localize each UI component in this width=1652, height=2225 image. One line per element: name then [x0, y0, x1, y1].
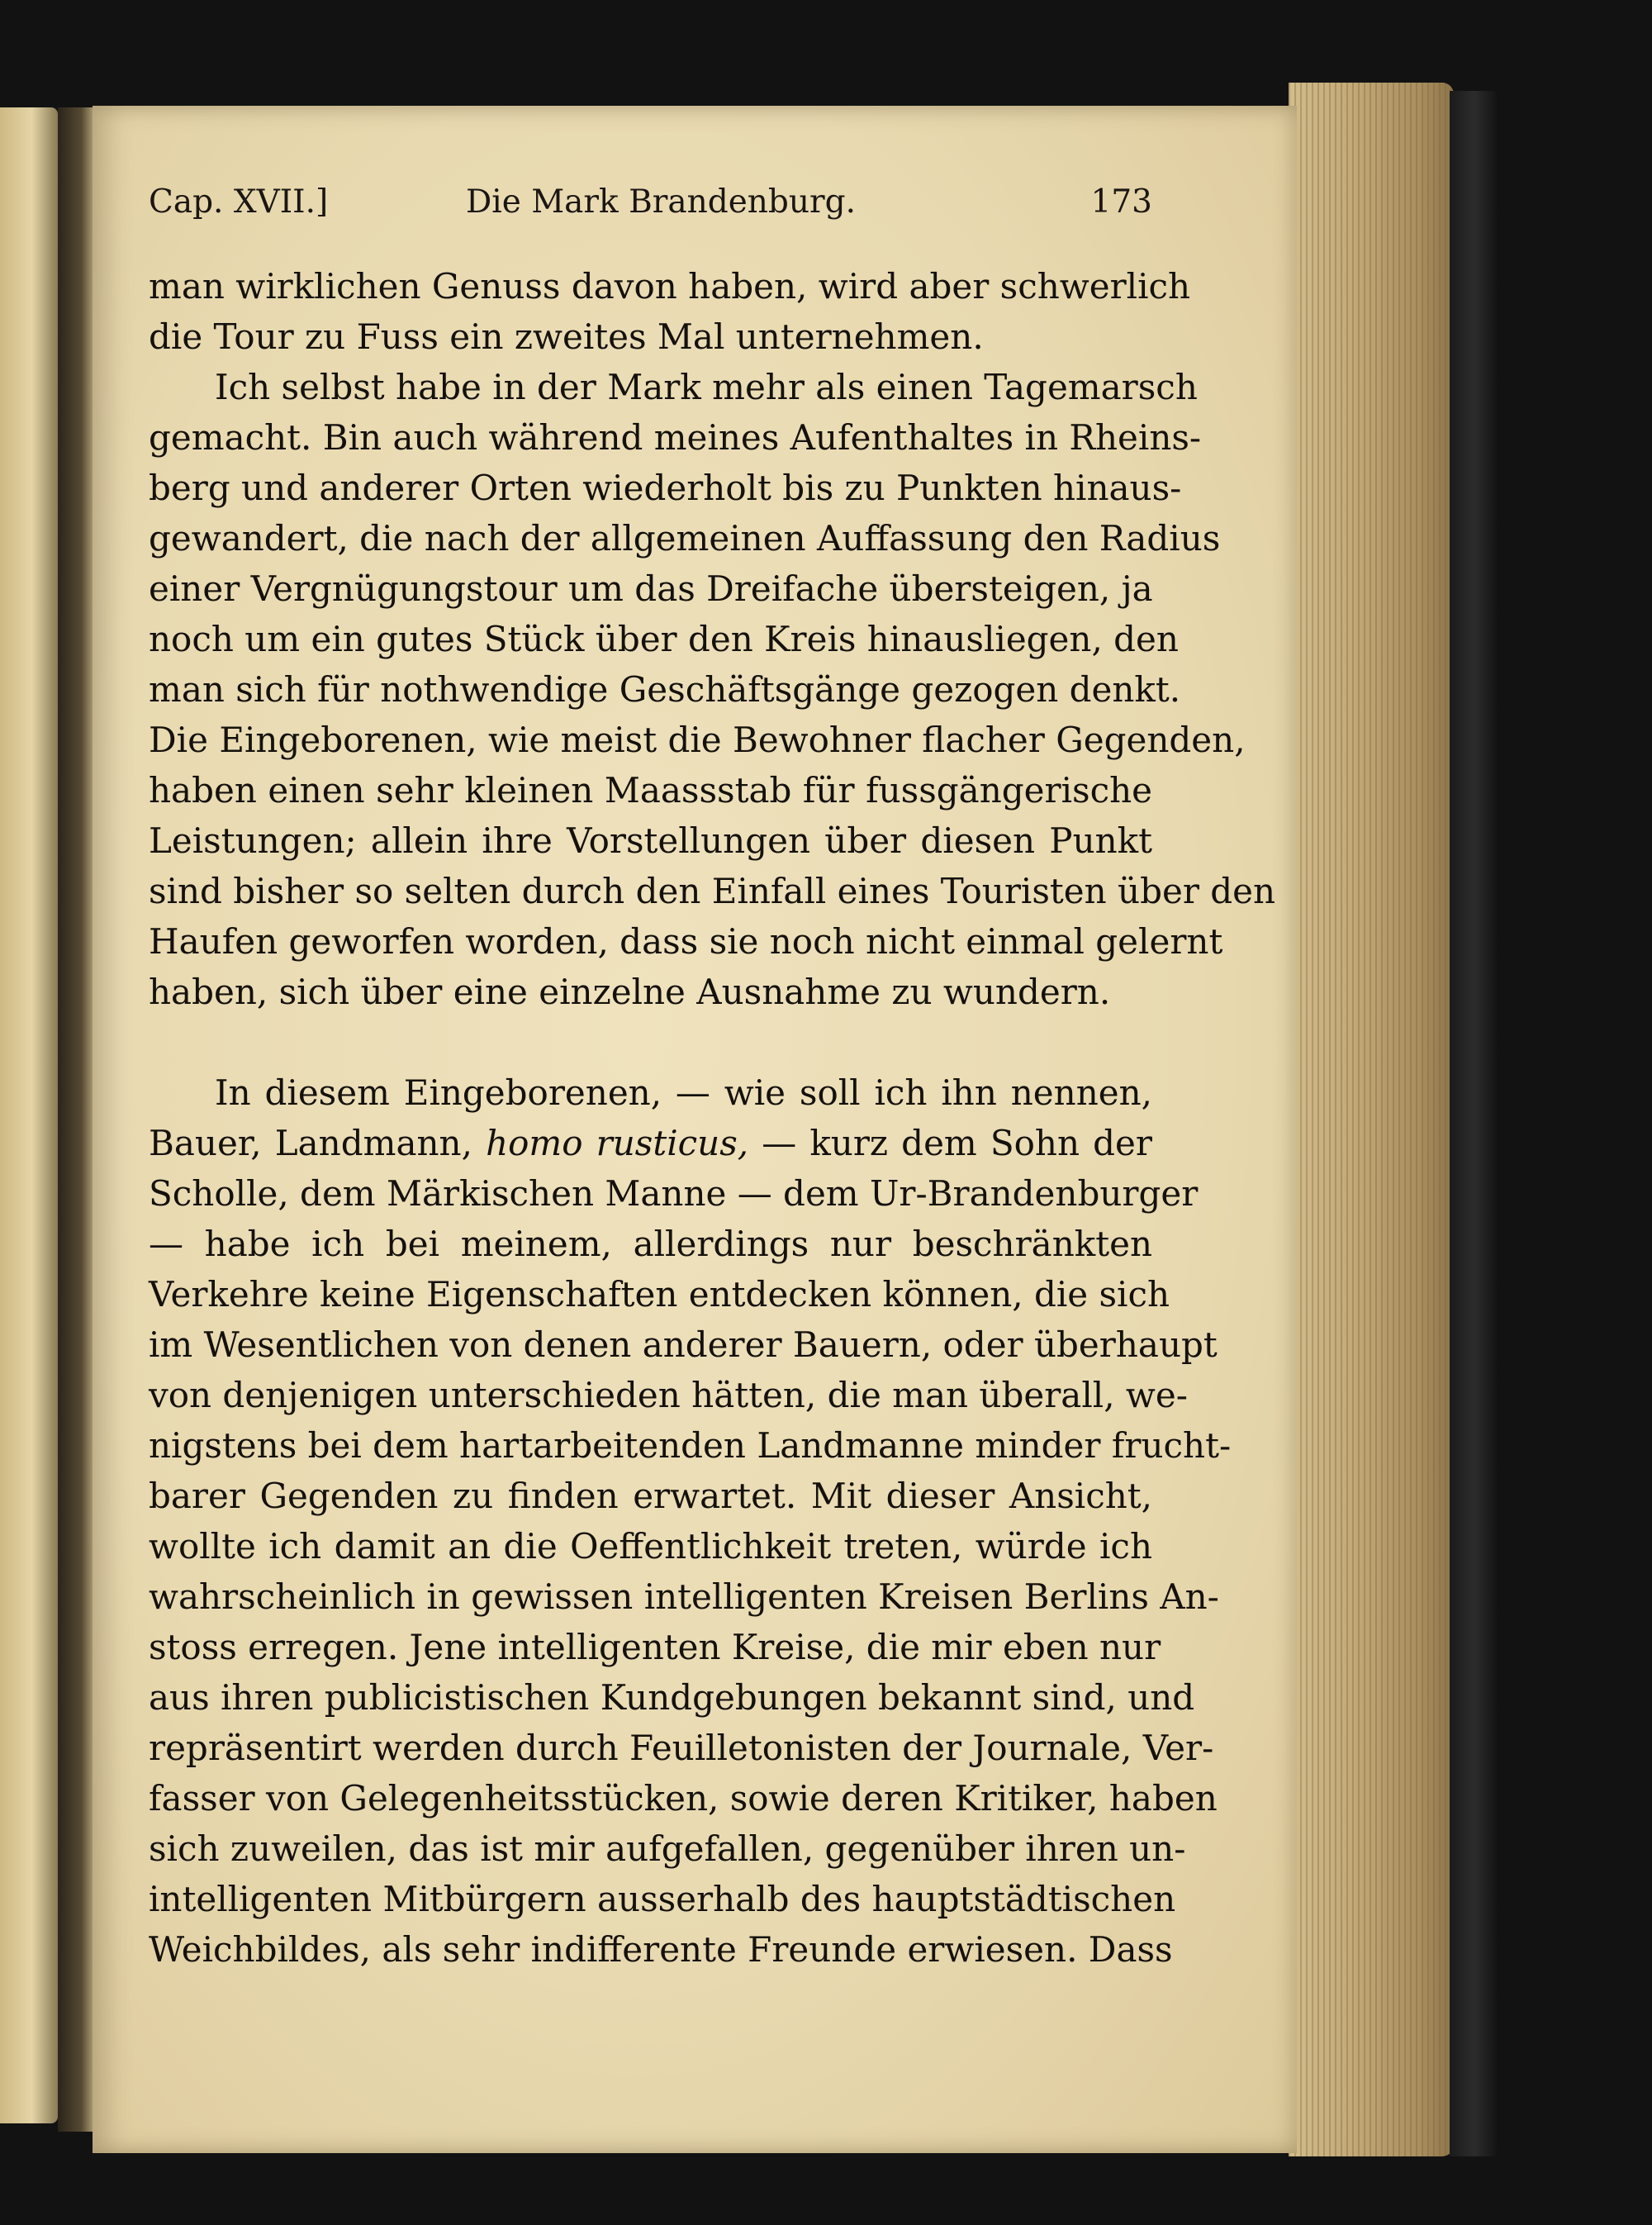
book-cover-edge: [1450, 91, 1499, 2156]
running-title: Die Mark Brandenburg.: [466, 183, 856, 221]
facing-page-edge: [0, 107, 58, 2123]
text-line: Haufen geworfen worden, dass sie noch nicht einmal gelernt: [149, 921, 1223, 962]
text-segment: Bauer, Landmann,: [149, 1123, 487, 1163]
text-line: Scholle, dem Märkischen Manne — dem Ur-Brandenburger: [149, 1173, 1199, 1214]
running-header: [149, 183, 1152, 233]
text-line: nigstens bei dem hartarbeitenden Landmanne minder frucht-: [149, 1425, 1232, 1466]
text-line-with-italic: [149, 1118, 1152, 1168]
text-line: repräsentirt werden durch Feuilletonisten der Journale, Ver-: [149, 1728, 1214, 1768]
text-line: man wirklichen Genuss davon haben, wird aber schwerlich: [149, 266, 1191, 307]
text-line: sich zuweilen, das ist mir aufgefallen, gegenüber ihren un-: [149, 1828, 1186, 1869]
page-block-edges: [1289, 83, 1454, 2156]
text-line: gewandert, die nach der allgemeinen Auffassung den Radius: [149, 518, 1221, 559]
text-line: haben einen sehr kleinen Maassstab für fussgängerische: [149, 770, 1152, 811]
text-line: einer Vergnügungstour um das Dreifache übersteigen, ja: [149, 568, 1153, 609]
text-segment: — kurz dem Sohn der: [748, 1123, 1152, 1163]
latin-term: homo rusticus,: [486, 1123, 749, 1163]
text-line: aus ihren publicistischen Kundgebungen bekannt sind, und: [149, 1677, 1195, 1718]
chapter-reference: Cap. XVII.]: [149, 183, 329, 221]
text-line: stoss erregen. Jene intelligenten Kreise, die mir eben nur: [149, 1627, 1161, 1667]
text-line: wahrscheinlich in gewissen intelligenten Kreisen Berlins An-: [149, 1576, 1219, 1617]
body-text-lower: [149, 1067, 1232, 1975]
text-line: die Tour zu Fuss ein zweites Mal unternehmen.: [149, 316, 984, 357]
text-line: gemacht. Bin auch während meines Aufenthaltes in Rheins-: [149, 417, 1202, 458]
text-line: im Wesentlichen von denen anderer Bauern, oder überhaupt: [149, 1324, 1218, 1365]
text-line: Die Eingeborenen, wie meist die Bewohner flacher Gegenden,: [149, 720, 1246, 760]
text-line: — habe ich bei meinem, allerdings nur beschränkten: [149, 1224, 1152, 1264]
text-line: Verkehre keine Eigenschaften entdecken können, die sich: [149, 1274, 1170, 1315]
text-line: Leistungen; allein ihre Vorstellungen über diesen Punkt: [149, 820, 1152, 861]
text-line: fasser von Gelegenheitsstücken, sowie deren Kritiker, haben: [149, 1778, 1218, 1819]
body-text-upper: [149, 261, 1276, 1017]
text-line: intelligenten Mitbürgern ausserhalb des hauptstädtischen: [149, 1879, 1176, 1919]
text-line: von denjenigen unterschieden hätten, die man überall, we-: [149, 1375, 1188, 1415]
paragraph-first-line: Ich selbst habe in der Mark mehr als einen Tagemarsch: [215, 367, 1198, 407]
text-line: noch um ein gutes Stück über den Kreis hinausliegen, den: [149, 619, 1179, 659]
paragraph-first-line: In diesem Eingeborenen, — wie soll ich ihn nennen,: [215, 1072, 1152, 1113]
text-line: haben, sich über eine einzelne Ausnahme zu wundern.: [149, 972, 1111, 1012]
text-line: wollte ich damit an die Oeffentlichkeit treten, würde ich: [149, 1526, 1152, 1567]
text-line: barer Gegenden zu finden erwartet. Mit dieser Ansicht,: [149, 1476, 1152, 1516]
text-line: berg und anderer Orten wiederholt bis zu Punkten hinaus-: [149, 468, 1182, 508]
book-gutter: [58, 107, 97, 2132]
page-number: 173: [1090, 183, 1152, 221]
text-line: man sich für nothwendige Geschäftsgänge gezogen denkt.: [149, 669, 1181, 710]
text-line: sind bisher so selten durch den Einfall eines Touristen über den: [149, 871, 1276, 911]
text-line: Weichbildes, als sehr indifferente Freunde erwiesen. Dass: [149, 1929, 1173, 1970]
